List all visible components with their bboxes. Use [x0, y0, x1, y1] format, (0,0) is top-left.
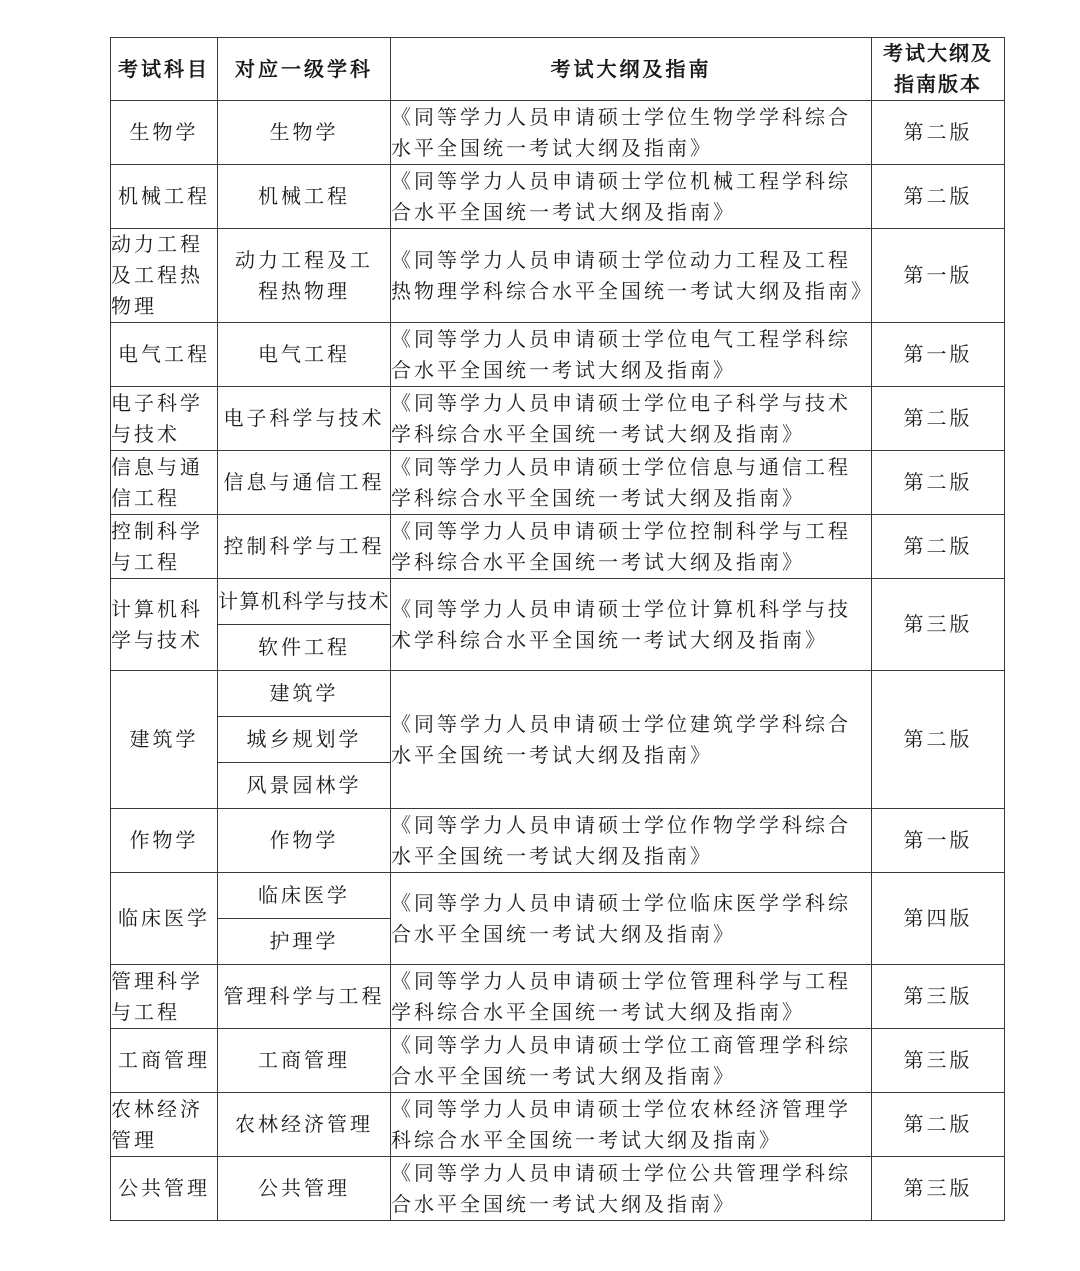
- header-row: [111, 38, 1005, 101]
- discipline-cell: 计算机科学与技术: [218, 579, 391, 625]
- table-row: [111, 579, 1005, 625]
- discipline-cell: 电子科学与技术: [218, 387, 391, 451]
- guide-cell: 《同等学力人员申请硕士学位管理科学与工程学科综合水平全国统一考试大纲及指南》: [391, 965, 872, 1029]
- table-row: [111, 323, 1005, 387]
- version-cell: 第三版: [872, 579, 1005, 671]
- header-subject: 考试科目: [111, 38, 218, 101]
- subject-cell: 机械工程: [111, 165, 218, 229]
- subject-cell: 农林经济管理: [111, 1093, 218, 1157]
- version-cell: 第一版: [872, 323, 1005, 387]
- table-row: [111, 1093, 1005, 1157]
- version-cell: 第二版: [872, 671, 1005, 809]
- table-row: [111, 101, 1005, 165]
- version-cell: 第二版: [872, 451, 1005, 515]
- subject-cell: 作物学: [111, 809, 218, 873]
- version-cell: 第二版: [872, 515, 1005, 579]
- version-cell: 第三版: [872, 965, 1005, 1029]
- guide-cell: 《同等学力人员申请硕士学位控制科学与工程学科综合水平全国统一考试大纲及指南》: [391, 515, 872, 579]
- guide-cell: 《同等学力人员申请硕士学位信息与通信工程学科综合水平全国统一考试大纲及指南》: [391, 451, 872, 515]
- version-cell: 第二版: [872, 101, 1005, 165]
- header-version: 考试大纲及指南版本: [872, 38, 1005, 101]
- discipline-cell: 护理学: [218, 919, 391, 965]
- guide-cell: 《同等学力人员申请硕士学位作物学学科综合水平全国统一考试大纲及指南》: [391, 809, 872, 873]
- subject-cell: 建筑学: [111, 671, 218, 809]
- table-row: [111, 387, 1005, 451]
- discipline-cell: 机械工程: [218, 165, 391, 229]
- discipline-cell: 临床医学: [218, 873, 391, 919]
- discipline-cell: 信息与通信工程: [218, 451, 391, 515]
- guide-cell: 《同等学力人员申请硕士学位工商管理学科综合水平全国统一考试大纲及指南》: [391, 1029, 872, 1093]
- subject-cell: 电子科学与技术: [111, 387, 218, 451]
- table-row: [111, 873, 1005, 919]
- table-row: [111, 965, 1005, 1029]
- discipline-cell: 电气工程: [218, 323, 391, 387]
- table-row: [111, 229, 1005, 323]
- header-discipline: 对应一级学科: [218, 38, 391, 101]
- table-body: [111, 101, 1005, 1221]
- guide-cell: 《同等学力人员申请硕士学位机械工程学科综合水平全国统一考试大纲及指南》: [391, 165, 872, 229]
- version-cell: 第二版: [872, 1093, 1005, 1157]
- discipline-cell: 软件工程: [218, 625, 391, 671]
- subject-cell: 信息与通信工程: [111, 451, 218, 515]
- table-row: [111, 515, 1005, 579]
- discipline-cell: 城乡规划学: [218, 717, 391, 763]
- table-row: [111, 1157, 1005, 1221]
- subject-cell: 公共管理: [111, 1157, 218, 1221]
- table-row: [111, 1029, 1005, 1093]
- table-row: [111, 451, 1005, 515]
- guide-cell: 《同等学力人员申请硕士学位生物学学科综合水平全国统一考试大纲及指南》: [391, 101, 872, 165]
- subject-cell: 临床医学: [111, 873, 218, 965]
- discipline-cell: 动力工程及工程热物理: [218, 229, 391, 323]
- subject-cell: 控制科学与工程: [111, 515, 218, 579]
- version-cell: 第一版: [872, 809, 1005, 873]
- subject-cell: 电气工程: [111, 323, 218, 387]
- version-cell: 第二版: [872, 387, 1005, 451]
- version-cell: 第三版: [872, 1157, 1005, 1221]
- subject-cell: 工商管理: [111, 1029, 218, 1093]
- guide-cell: 《同等学力人员申请硕士学位临床医学学科综合水平全国统一考试大纲及指南》: [391, 873, 872, 965]
- table-row: [111, 809, 1005, 873]
- guide-cell: 《同等学力人员申请硕士学位建筑学学科综合水平全国统一考试大纲及指南》: [391, 671, 872, 809]
- guide-cell: 《同等学力人员申请硕士学位动力工程及工程热物理学科综合水平全国统一考试大纲及指南》: [391, 229, 872, 323]
- subject-cell: 管理科学与工程: [111, 965, 218, 1029]
- discipline-cell: 农林经济管理: [218, 1093, 391, 1157]
- table-row: [111, 671, 1005, 717]
- header-guide: 考试大纲及指南: [391, 38, 872, 101]
- guide-cell: 《同等学力人员申请硕士学位农林经济管理学科综合水平全国统一考试大纲及指南》: [391, 1093, 872, 1157]
- version-cell: 第三版: [872, 1029, 1005, 1093]
- version-cell: 第四版: [872, 873, 1005, 965]
- discipline-cell: 建筑学: [218, 671, 391, 717]
- version-cell: 第二版: [872, 165, 1005, 229]
- subject-cell: 计算机科学与技术: [111, 579, 218, 671]
- syllabus-table: [110, 37, 1005, 1221]
- subject-cell: 动力工程及工程热物理: [111, 229, 218, 323]
- subject-cell: 生物学: [111, 101, 218, 165]
- discipline-cell: 管理科学与工程: [218, 965, 391, 1029]
- discipline-cell: 作物学: [218, 809, 391, 873]
- discipline-cell: 风景园林学: [218, 763, 391, 809]
- guide-cell: 《同等学力人员申请硕士学位公共管理学科综合水平全国统一考试大纲及指南》: [391, 1157, 872, 1221]
- discipline-cell: 生物学: [218, 101, 391, 165]
- table-row: [111, 165, 1005, 229]
- discipline-cell: 工商管理: [218, 1029, 391, 1093]
- guide-cell: 《同等学力人员申请硕士学位计算机科学与技术学科综合水平全国统一考试大纲及指南》: [391, 579, 872, 671]
- discipline-cell: 公共管理: [218, 1157, 391, 1221]
- version-cell: 第一版: [872, 229, 1005, 323]
- discipline-cell: 控制科学与工程: [218, 515, 391, 579]
- guide-cell: 《同等学力人员申请硕士学位电子科学与技术学科综合水平全国统一考试大纲及指南》: [391, 387, 872, 451]
- guide-cell: 《同等学力人员申请硕士学位电气工程学科综合水平全国统一考试大纲及指南》: [391, 323, 872, 387]
